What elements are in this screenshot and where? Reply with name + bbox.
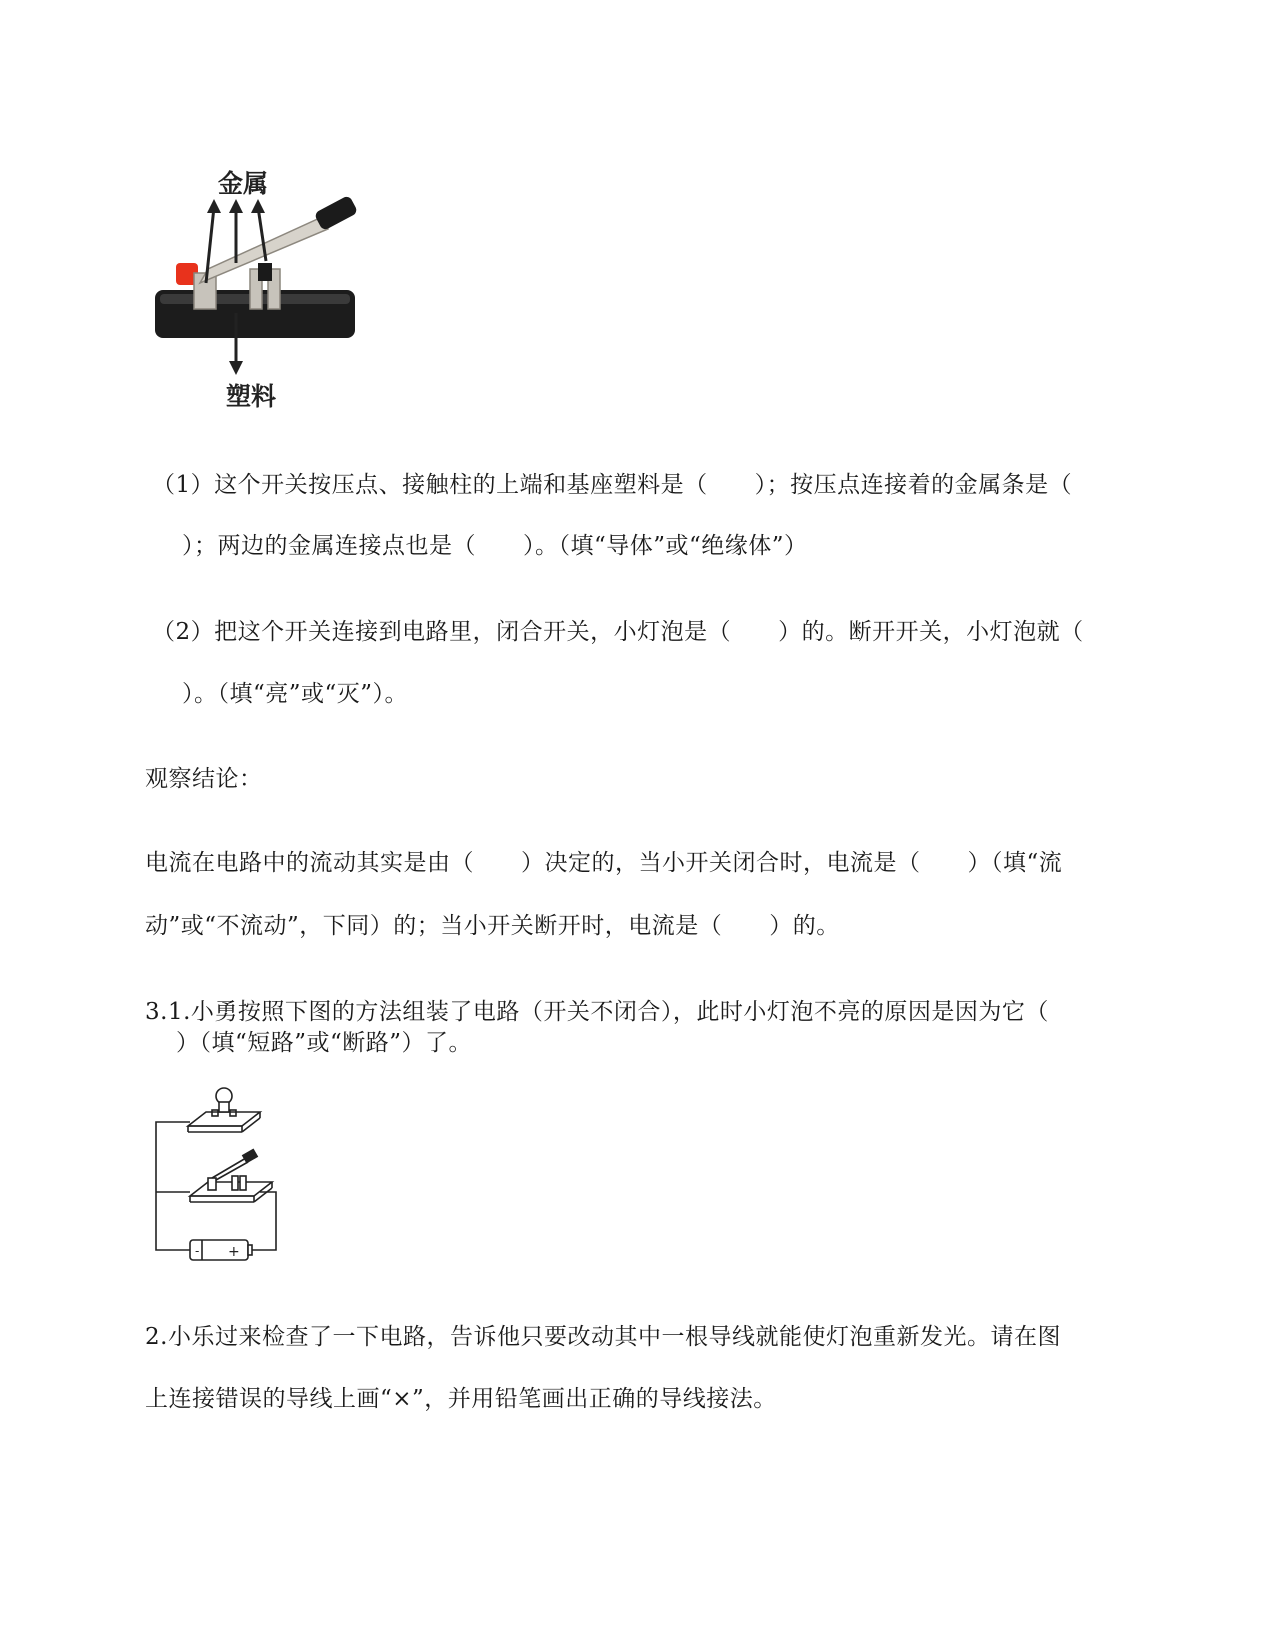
question-3-1-line-1: 3.1.小勇按照下图的方法组装了电路（开关不闭合），此时小灯泡不亮的原因是因为它（ <box>145 999 1049 1025</box>
question-2-line-1: （2）把这个开关连接到电路里，闭合开关，小灯泡是（ ）的。断开开关，小灯泡就（ <box>152 619 1084 645</box>
question-3-1-line-2: ）（填“短路”或“断路”）了。 <box>176 1030 473 1056</box>
question-1-line-1: （1）这个开关按压点、接触柱的上端和基座塑料是（ ）；按压点连接着的金属条是（ <box>152 472 1073 498</box>
question-1-line-2: ）；两边的金属连接点也是（ ）。（填“导体”或“绝缘体”） <box>182 533 808 559</box>
question-2-line-2: ）。（填“亮”或“灭”）。 <box>182 681 409 707</box>
circuit-diagram <box>148 1080 288 1270</box>
plastic-label: 塑料 <box>226 382 277 411</box>
bulb-base <box>188 1112 260 1126</box>
battery-plus-sign: + <box>228 1244 240 1260</box>
metal-label: 金属 <box>218 169 269 198</box>
switch-base-small <box>190 1182 272 1196</box>
question-3-2-line-2: 上连接错误的导线上画“×”，并用铅笔画出正确的导线接法。 <box>145 1386 777 1412</box>
question-3-2-line-1: 2.小乐过来检查了一下电路，告诉他只要改动其中一根导线就能使灯泡重新发光。请在图 <box>145 1324 1061 1350</box>
wire-left <box>156 1122 190 1250</box>
conclusion-heading: 观察结论： <box>145 766 263 792</box>
battery-minus-sign: - <box>195 1244 200 1258</box>
switch-handle-small <box>243 1150 257 1163</box>
conclusion-line-2: 动”或“不流动”，下同）的；当小开关断开时，电流是（ ）的。 <box>145 913 840 939</box>
switch-handle <box>314 195 359 231</box>
knife-switch-figure <box>150 165 380 420</box>
conclusion-line-1: 电流在电路中的流动其实是由（ ）决定的，当小开关闭合时，电流是（ ）（填“流 <box>145 850 1063 876</box>
